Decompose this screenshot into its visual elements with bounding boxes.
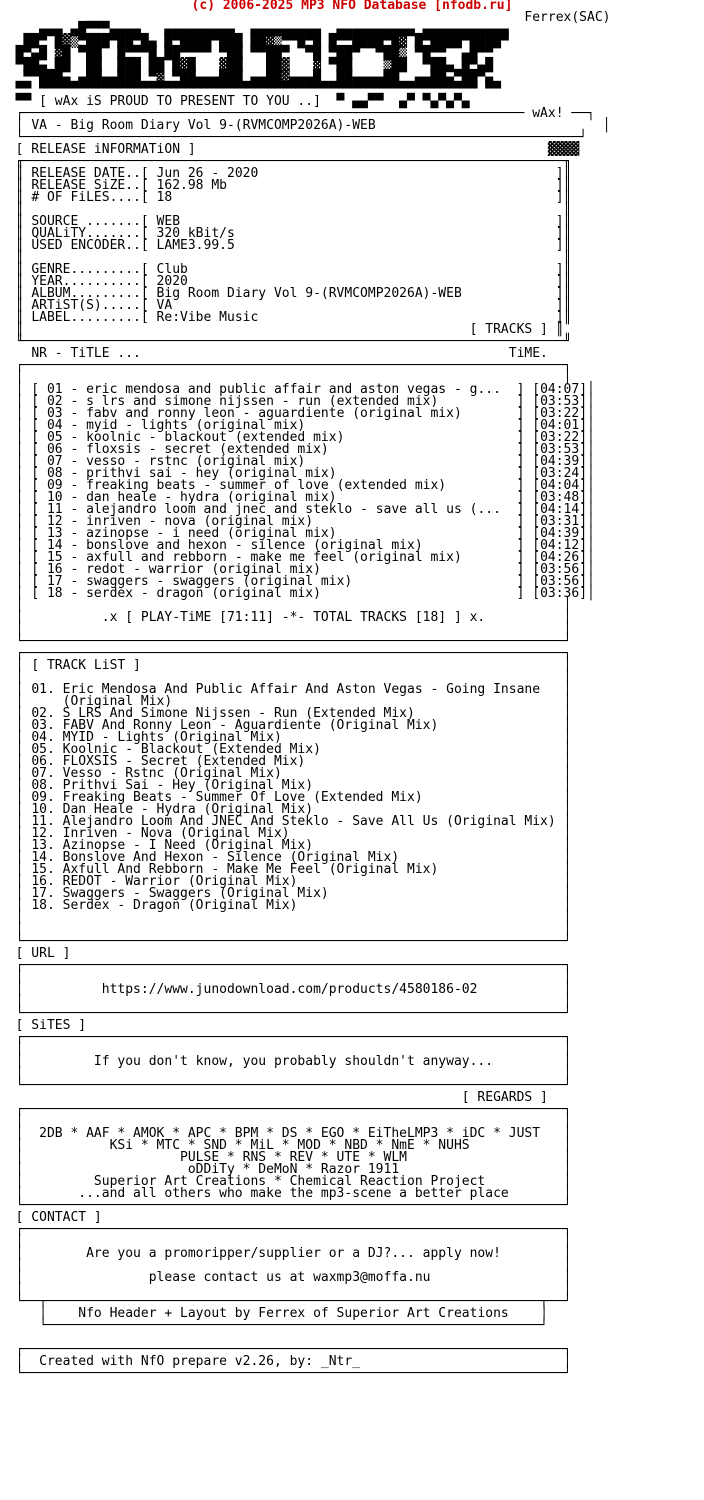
- ascii-artist-credit: Ferrex(SAC): [524, 10, 611, 25]
- track-time: 03:48: [540, 490, 580, 505]
- track-title: koolnic - blackout (extended mix): [86, 430, 509, 445]
- track-row: │ [ 03 - fabv and ronny leon - aguardiente (original mix) ] [03:22]│: [0, 406, 595, 421]
- tracklist-entry: 12. Inriven - Nova (Original Mix): [31, 826, 564, 841]
- track-nr: 09: [46, 478, 63, 493]
- info-value: 162.98 Mb: [156, 178, 556, 193]
- track-title: alejandro loom and jnec and steklo - save all us (...: [86, 502, 509, 517]
- tracklist-row: │ 08. Prithvi Sai - Hey (Original Mix) │: [0, 778, 572, 793]
- info-row: ║ SOURCE .......[ WEB ]║: [0, 214, 572, 229]
- track-row: │ [ 08 - prithvi sai - hey (original mix) ] [03:24]│: [0, 466, 595, 481]
- track-row: │ [ 16 - redot - warrior (original mix) ] [03:56]│: [0, 562, 595, 577]
- info-value: Club: [156, 262, 556, 277]
- tracklist-row: │ 07. Vesso - Rstnc (Original Mix) │: [0, 766, 572, 781]
- contact-title: [ CONTACT ]: [15, 1210, 564, 1225]
- blank: │ │: [0, 622, 572, 637]
- info-label: YEAR..........[: [31, 274, 149, 289]
- tracklist-entry: 11. Alejandro Loom And JNEC And Steklo - Save All Us (Original Mix): [31, 814, 564, 829]
- tracklist-row: │ 18. Serdex - Dragon (Original Mix) │: [0, 898, 572, 913]
- track-row: │ [ 12 - inriven - nova (original mix) ] [03:31]│: [0, 514, 595, 529]
- track-title: azinopse - i need (original mix): [86, 526, 509, 541]
- track-time: 04:39: [540, 454, 580, 469]
- track-nr: 06: [46, 442, 63, 457]
- contact-apply-text: Are you a promoripper/supplier or a DJ?... apply now!: [23, 1246, 564, 1261]
- regards-line: ...and all others who make the mp3-scene a better place: [23, 1186, 564, 1201]
- info-row: ║ ALBUM.........[ Big Room Diary Vol 9-(RVMCOMP2026A)-WEB ]║: [0, 286, 572, 301]
- box-bottom: └───────────────────────────────────────────────────────────────┘: [0, 1318, 548, 1333]
- info-label: USED ENCODER..[: [31, 238, 149, 253]
- tracklist-entry: 02. S LRS And Simone Nijssen - Run (Extended Mix): [31, 706, 564, 721]
- regards-row: │ KSi * MTC * SND * MiL * MOD * NBD * NmE * NUHS │: [0, 1138, 572, 1153]
- release-name: VA - Big Room Diary Vol 9-(RVMCOMP2026A)-WEB: [31, 118, 580, 133]
- track-row: │ [ 07 - vesso - rstnc (original mix) ] [04:39]│: [0, 454, 595, 469]
- tracklist-entry: 05. Koolnic - Blackout (Extended Mix): [31, 742, 564, 757]
- release-name-row: │ VA - Big Room Diary Vol 9-(RVMCOMP2026A)-WEB │: [0, 118, 611, 133]
- tracklist-row: │ 01. Eric Mendosa And Public Affair And Aston Vegas - Going Insane │: [0, 682, 572, 697]
- url-row: │ https://www.junodownload.com/products/4580186-02 │: [0, 982, 572, 997]
- tracklist-entry: 03. FABV And Ronny Leon - Aguardiente (Original Mix): [31, 718, 564, 733]
- track-nr: 13: [46, 526, 63, 541]
- track-title: floxsis - secret (extended mix): [86, 442, 509, 457]
- info-row: ║ LABEL.........[ Re:Vibe Music ]║: [0, 310, 572, 325]
- tracklist-row: │ 16. REDOT - Warrior (Original Mix) │: [0, 874, 572, 889]
- track-title: vesso - rstnc (original mix): [86, 454, 509, 469]
- info-value: 18: [156, 190, 556, 205]
- regards-line: PULSE * RNS * REV * UTE * WLM: [23, 1150, 564, 1165]
- track-time: 04:26: [540, 550, 580, 565]
- tracklist-row: │ 11. Alejandro Loom And JNEC And Steklo - Save All Us (Original Mix) │: [0, 814, 572, 829]
- info-label: QUALiTY.......[: [31, 226, 149, 241]
- blank: │ │: [0, 370, 572, 385]
- track-time: 03:22: [540, 430, 580, 445]
- tracklist-entry: 06. FLOXSIS - Secret (Extended Mix): [31, 754, 564, 769]
- track-nr: 04: [46, 418, 63, 433]
- box-bottom: └─────────────────────────────────────────────────────────────────────┘: [0, 1078, 572, 1093]
- track-time: 04:04: [540, 478, 580, 493]
- tracklist-entry: 08. Prithvi Sai - Hey (Original Mix): [31, 778, 564, 793]
- release-url-link[interactable]: https://www.junodownload.com/products/4580186-02: [23, 982, 564, 997]
- track-nr: 10: [46, 490, 63, 505]
- blank: │ │: [0, 910, 572, 925]
- tracklist-row: │ 03. FABV And Ronny Leon - Aguardiente (Original Mix) │: [0, 718, 572, 733]
- blank: │ │: [0, 1234, 572, 1249]
- blank: │ │: [0, 1258, 572, 1273]
- regards-row: │ Superior Art Creations * Chemical Reaction Project │: [0, 1174, 572, 1189]
- track-nr: 08: [46, 466, 63, 481]
- tracklist-entry: 04. MYID - Lights (Original Mix): [31, 730, 564, 745]
- info-row: ║ GENRE.........[ Club ]║: [0, 262, 572, 277]
- box-top: ┌─────────────────────────────────────────────────────────────────────┐: [0, 1222, 572, 1237]
- box-bottom: └─────────────────────────────────────────────────────────────────────┘: [0, 1366, 572, 1381]
- contact-row: │ Are you a promoripper/supplier or a DJ?... apply now! │: [0, 1246, 572, 1261]
- playtime-summary: .x [ PLAY-TiME [71:11] -*- TOTAL TRACKS [18] ] x.: [101, 610, 564, 625]
- box-top: ┌─────────────────────────────────────────────────────────────────────┐: [0, 958, 572, 973]
- box-bottom: └─────────────────────────────────────────────────────────────────────┘: [0, 934, 572, 949]
- regards-line: oDDiTy * DeMoN * Razor 1911: [23, 1162, 564, 1177]
- regards-line: 2DB * AAF * AMOK * APC * BPM * DS * EGO * EiTheLMP3 * iDC * JUST: [23, 1126, 564, 1141]
- track-time: 04:01: [540, 418, 580, 433]
- info-value: VA: [156, 298, 556, 313]
- track-title: redot - warrior (original mix): [86, 562, 509, 577]
- ascii-logo-row: ▄▄▄ ▄█▀▀▀▄▄▄▄ ▄▄▄▄▄▄▄▄▄ ▄▄▄▄▄▄▄▄▄ ▄▄▄▄▄▄▄▄▄▄ ▄▄▄▄▄▄▄▄▄▄▄: [15, 22, 509, 37]
- blank: │ │: [0, 670, 572, 685]
- present-line-row: ▀▀ [ wAx iS PROUD TO PRESENT TO YOU ..] ▀ ▄▄▀▀ ▄▀ ▀▄▀▄▀▄: [0, 94, 470, 109]
- track-title: inriven - nova (original mix): [86, 514, 509, 529]
- tracklist-row: │ 15. Axfull And Rebborn - Make Me Feel (Original Mix) │: [0, 862, 572, 877]
- box-top: ┌──────────────────────────────────────────────────────────────── wAx! ──┐: [0, 106, 595, 121]
- tracklist-entry: 16. REDOT - Warrior (Original Mix): [31, 874, 564, 889]
- box-bottom: └───────────────────────────────────────────────────────────────────────┘: [0, 130, 587, 145]
- track-nr: 07: [46, 454, 63, 469]
- track-row: │ [ 04 - myid - lights (original mix) ] [04:01]│: [0, 418, 595, 433]
- track-time: 04:39: [540, 526, 580, 541]
- track-nr: 16: [46, 562, 63, 577]
- tracklist-entry: 09. Freaking Beats - Summer Of Love (Extended Mix): [31, 790, 564, 805]
- info-row: ║ ARTiST(S).....[ VA ]║: [0, 298, 572, 313]
- track-row: │ [ 06 - floxsis - secret (extended mix) ] [03:53]│: [0, 442, 595, 457]
- tracklist-entry: 10. Dan Heale - Hydra (Original Mix): [31, 802, 564, 817]
- blank: │ │: [0, 970, 572, 985]
- ascii-logo-row: ▀▀ ▀▀▀▀▀▀▀▀▀▀▀▀▀▀▀▀▀▀▀▀▀▀▀▀▀▀▀▀▀▀▀▀▀▀▀▀▀▀▀▀▀▀▀▀▀▀▀▀▀▀▀▀▀▀▀▀ ▀▀: [15, 82, 509, 97]
- footer-credit: Created with NfO prepare v2.26, by: _Ntr_: [39, 1354, 564, 1369]
- track-nr: 15: [46, 550, 63, 565]
- tracks-title: [ TRACKS ]: [469, 322, 548, 337]
- info-label: ARTiST(S).....[: [31, 298, 149, 313]
- info-value: LAME3.99.5: [156, 238, 556, 253]
- track-row: │ [ 17 - swaggers - swaggers (original mix) ] [03:56]│: [0, 574, 595, 589]
- regards-row: │ oDDiTy * DeMoN * Razor 1911 │: [0, 1162, 572, 1177]
- info-row: ║ RELEASE SiZE..[ 162.98 Mb ]║: [0, 178, 572, 193]
- track-time: 04:12: [540, 538, 580, 553]
- track-title: s lrs and simone nijssen - run (extended mix): [86, 394, 509, 409]
- info-row: ║ QUALiTY.......[ 320 kBit/s ]║: [0, 226, 572, 241]
- track-time: 03:31: [540, 514, 580, 529]
- group-tag: wAx!: [532, 106, 564, 121]
- track-title: freaking beats - summer of love (extended mix): [86, 478, 509, 493]
- sites-text: If you don't know, you probably shouldn't anyway...: [23, 1054, 564, 1069]
- track-time: 04:14: [540, 502, 580, 517]
- blank: │ │: [0, 1282, 572, 1297]
- contact-row: │ please contact us at waxmp3@moffa.nu │: [0, 1270, 572, 1285]
- track-time: 04:07: [540, 382, 580, 397]
- blank: ║ ║: [0, 202, 572, 217]
- track-nr: 12: [46, 514, 63, 529]
- track-row: │ [ 10 - dan heale - hydra (original mix) ] [03:48]│: [0, 490, 595, 505]
- track-nr: 01: [46, 382, 63, 397]
- present-line: [ wAx iS PROUD TO PRESENT TO YOU ..]: [39, 94, 321, 109]
- box-top: ┌─────────────────────────────────────────────────────────────────────┐: [0, 646, 572, 661]
- section-title: [ RELEASE iNFORMATiON ] ▓▓▓▓: [15, 142, 580, 157]
- regards-line: KSi * MTC * SND * MiL * MOD * NBD * NmE * NUHS: [23, 1138, 564, 1153]
- url-title: [ URL ]: [15, 946, 564, 961]
- tracklist-entry: 14. Bonslove And Hexon - Silence (Original Mix): [31, 850, 564, 865]
- box-top: ╓─────────────────────────────────────────────────────────────────────╖: [0, 154, 572, 169]
- layout-credit: Nfo Header + Layout by Ferrex of Superior Art Creations: [46, 1306, 541, 1321]
- info-value: Jun 26 - 2020: [156, 166, 556, 181]
- track-row: │ [ 15 - axfull and rebborn - make me feel (original mix) ] [04:26]│: [0, 550, 595, 565]
- track-time: 03:56: [540, 562, 580, 577]
- track-nr: 14: [46, 538, 63, 553]
- blank: │ │: [0, 994, 572, 1009]
- info-label: ALBUM.........[: [31, 286, 149, 301]
- tracklist-entry: (Original Mix): [31, 694, 564, 709]
- tracklist-entry: 15. Axfull And Rebborn - Make Me Feel (Original Mix): [31, 862, 564, 877]
- track-row: │ [ 02 - s lrs and simone nijssen - run (extended mix) ] [03:53]│: [0, 394, 595, 409]
- info-row: ║ USED ENCODER..[ LAME3.99.5 ]║: [0, 238, 572, 253]
- tracklist-row: │ (Original Mix) │: [0, 694, 572, 709]
- blank: │ │: [0, 1066, 572, 1081]
- track-time: 03:56: [540, 574, 580, 589]
- track-row: │ [ 18 - serdex - dragon (original mix) ] [03:36]│: [0, 586, 595, 601]
- box-bottom: └─────────────────────────────────────────────────────────────────────┘: [0, 1006, 572, 1021]
- layout-credit-row: │ Nfo Header + Layout by Ferrex of Superior Art Creations │: [0, 1306, 548, 1321]
- blank: │ │: [0, 922, 572, 937]
- ascii-logo-row: ▀▀███▄ ▄██▄▄███ ▀▓ ▀██▄▄▄███ ▄▄██▓▄▄▄█ ██▄▄▄▄██ ▄▄██▄▀██▀▄: [15, 70, 509, 85]
- section-title: │ [ TRACK LiST ] │: [0, 658, 572, 673]
- track-nr: 18: [46, 586, 63, 601]
- track-title: swaggers - swaggers (original mix): [86, 574, 509, 589]
- tracklist-row: │ 05. Koolnic - Blackout (Extended Mix) │: [0, 742, 572, 757]
- regards-row: │ PULSE * RNS * REV * UTE * WLM │: [0, 1150, 572, 1165]
- box-top: ┌─────────────────────────────────────────────────────────────────────┐: [0, 358, 572, 373]
- track-title: axfull and rebborn - make me feel (original mix): [86, 550, 509, 565]
- track-title: serdex - dragon (original mix): [86, 586, 509, 601]
- box-top: ┌─────────────────────────────────────────────────────────────────────┐: [0, 1342, 572, 1357]
- regards-title: [ REGARDS ]: [461, 1090, 548, 1105]
- info-row: ║ YEAR..........[ 2020 ]║: [0, 274, 572, 289]
- track-title: fabv and ronny leon - aguardiente (original mix): [86, 406, 509, 421]
- track-row: │ [ 13 - azinopse - i need (original mix) ] [04:39]│: [0, 526, 595, 541]
- info-row: ║ RELEASE DATE..[ Jun 26 - 2020 ]║: [0, 166, 572, 181]
- track-row: │ [ 11 - alejandro loom and jnec and steklo - save all us (... ] [04:14]│: [0, 502, 595, 517]
- info-row: ║ # OF FiLES....[ 18 ]║: [0, 190, 572, 205]
- info-value: Big Room Diary Vol 9-(RVMCOMP2026A)-WEB: [156, 286, 556, 301]
- info-label: RELEASE SiZE..[: [31, 178, 149, 193]
- track-time: 03:22: [540, 406, 580, 421]
- info-value: 2020: [156, 274, 556, 289]
- box-top: ┌─────────────────────────────────────────────────────────────────────┐: [0, 1102, 572, 1117]
- tracklist-row: │ 12. Inriven - Nova (Original Mix) │: [0, 826, 572, 841]
- regards-row: │ ...and all others who make the mp3-scene a better place │: [0, 1186, 572, 1201]
- playtime-row: │ .x [ PLAY-TiME [71:11] -*- TOTAL TRACKS [18] ] x. │: [0, 610, 572, 625]
- tracklist-row: │ 02. S LRS And Simone Nijssen - Run (Extended Mix) │: [0, 706, 572, 721]
- sites-row: │ If you don't know, you probably shouldn't anyway... │: [0, 1054, 572, 1069]
- info-value: 320 kBit/s: [156, 226, 556, 241]
- track-nr: 05: [46, 430, 63, 445]
- track-nr: 11: [46, 502, 63, 517]
- info-label: GENRE.........[: [31, 262, 149, 277]
- tracks-header-nr: NR - TiTLE ...: [31, 346, 509, 361]
- blank: │ │: [0, 1114, 572, 1129]
- track-time: 03:53: [540, 394, 580, 409]
- track-title: myid - lights (original mix): [86, 418, 509, 433]
- tracklist-entry: 07. Vesso - Rstnc (Original Mix): [31, 766, 564, 781]
- ascii-logo-row: █▀▄█ ▓█ ▀██ █▀▀▀█ ██▀▀▀▀ ▀██ ▀▀██▀ ▀█ ▀██▀ ▀██▒ ▀█▀▀ ▄█▀▀: [15, 46, 509, 61]
- track-nr: 17: [46, 574, 63, 589]
- tracks-header-time: TiME.: [508, 346, 548, 361]
- track-title: eric mendosa and public affair and aston vegas - g...: [86, 382, 509, 397]
- sites-title: [ SiTES ]: [15, 1018, 564, 1033]
- tracklist-row: │ 10. Dan Heale - Hydra (Original Mix) │: [0, 802, 572, 817]
- track-title: dan heale - hydra (original mix): [86, 490, 509, 505]
- tracklist-entry: 18. Serdex - Dragon (Original Mix): [31, 898, 564, 913]
- box-bottom: └─────────────────────────────────────────────────────────────────────┘: [0, 1198, 572, 1213]
- box-bottom: └─────────────────────────────────────────────────────────────────────┘: [0, 634, 572, 649]
- blank: │ │: [0, 1042, 572, 1057]
- ascii-logo-row: ██▀ █▓▒▀███▀██▀█▄ █▀████▀███ ██▓▒▀▀█▀█ █▀▀████▀█▓ █▀████▀████▀: [15, 34, 509, 49]
- contact-email-text[interactable]: please contact us at waxmp3@moffa.nu: [23, 1270, 564, 1285]
- track-row: │ [ 01 - eric mendosa and public affair and aston vegas - g... ] [04:07]│: [0, 382, 595, 397]
- tracklist-row: │ 13. Azinopse - I Need (Original Mix) │: [0, 838, 572, 853]
- track-title: bonslove and hexon - silence (original mix): [86, 538, 509, 553]
- box-bottom: └──┬───────────────────────────────────────────────────────────────┬──┘: [0, 1294, 572, 1309]
- track-time: 03:36: [540, 586, 580, 601]
- info-label: SOURCE .......[: [31, 214, 149, 229]
- regards-line: Superior Art Creations * Chemical Reaction Project: [23, 1174, 564, 1189]
- track-nr: 03: [46, 406, 63, 421]
- tracklist-row: │ 06. FLOXSIS - Secret (Extended Mix) │: [0, 754, 572, 769]
- blank: │ │: [0, 598, 572, 613]
- track-row: │ [ 05 - koolnic - blackout (extended mix) ] [03:22]│: [0, 430, 595, 445]
- info-value: Re:Vibe Music: [156, 310, 556, 325]
- info-label: LABEL.........[: [31, 310, 149, 325]
- track-nr: 02: [46, 394, 63, 409]
- ascii-logo-row: ▀██▄ ██ ██ ███ ██ █▓█ ▓██ ██▓ ▓ ▀██ ▒██ ▀██▄ █▀▄█: [15, 58, 509, 73]
- box-bottom: ╙─────────────────────────────────────────────────────────────────────╜: [0, 334, 572, 349]
- tracklist-entry: 01. Eric Mendosa And Public Affair And Aston Vegas - Going Insane: [31, 682, 564, 697]
- track-time: 03:53: [540, 442, 580, 457]
- blank: ║ ║: [0, 250, 572, 265]
- tracklist-entry: 13. Azinopse - I Need (Original Mix): [31, 838, 564, 853]
- tracklist-entry: 17. Swaggers - Swaggers (Original Mix): [31, 886, 564, 901]
- release-info-title: [ RELEASE iNFORMATiON ]: [15, 142, 548, 157]
- tracklist-row: │ 14. Bonslove And Hexon - Silence (Original Mix) │: [0, 850, 572, 865]
- track-row: │ [ 09 - freaking beats - summer of love (extended mix) ] [04:04]│: [0, 478, 595, 493]
- footer-row: │ Created with NfO prepare v2.26, by: _Ntr_ │: [0, 1354, 572, 1369]
- track-title: prithvi sai - hey (original mix): [86, 466, 509, 481]
- track-row: │ [ 14 - bonslove and hexon - silence (original mix) ] [04:12]│: [0, 538, 595, 553]
- info-label: # OF FiLES....[: [31, 190, 149, 205]
- section-title: ║ [ TRACKS ] ║: [0, 322, 564, 337]
- regards-row: │ 2DB * AAF * AMOK * APC * BPM * DS * EGO * EiTheLMP3 * iDC * JUST │: [0, 1126, 572, 1141]
- info-label: RELEASE DATE..[: [31, 166, 149, 181]
- box-top: ┌─────────────────────────────────────────────────────────────────────┐: [0, 1030, 572, 1045]
- track-time: 03:24: [540, 466, 580, 481]
- info-value: WEB: [156, 214, 556, 229]
- tracklist-row: │ 09. Freaking Beats - Summer Of Love (Extended Mix) │: [0, 790, 572, 805]
- site-header[interactable]: (c) 2006-2025 MP3 NFO Database [nfodb.ru]: [191, 0, 513, 13]
- tracklist-title: [ TRACK LiST ]: [31, 658, 564, 673]
- tracklist-row: │ 17. Swaggers - Swaggers (Original Mix) │: [0, 886, 572, 901]
- tracklist-row: │ 04. MYID - Lights (Original Mix) │: [0, 730, 572, 745]
